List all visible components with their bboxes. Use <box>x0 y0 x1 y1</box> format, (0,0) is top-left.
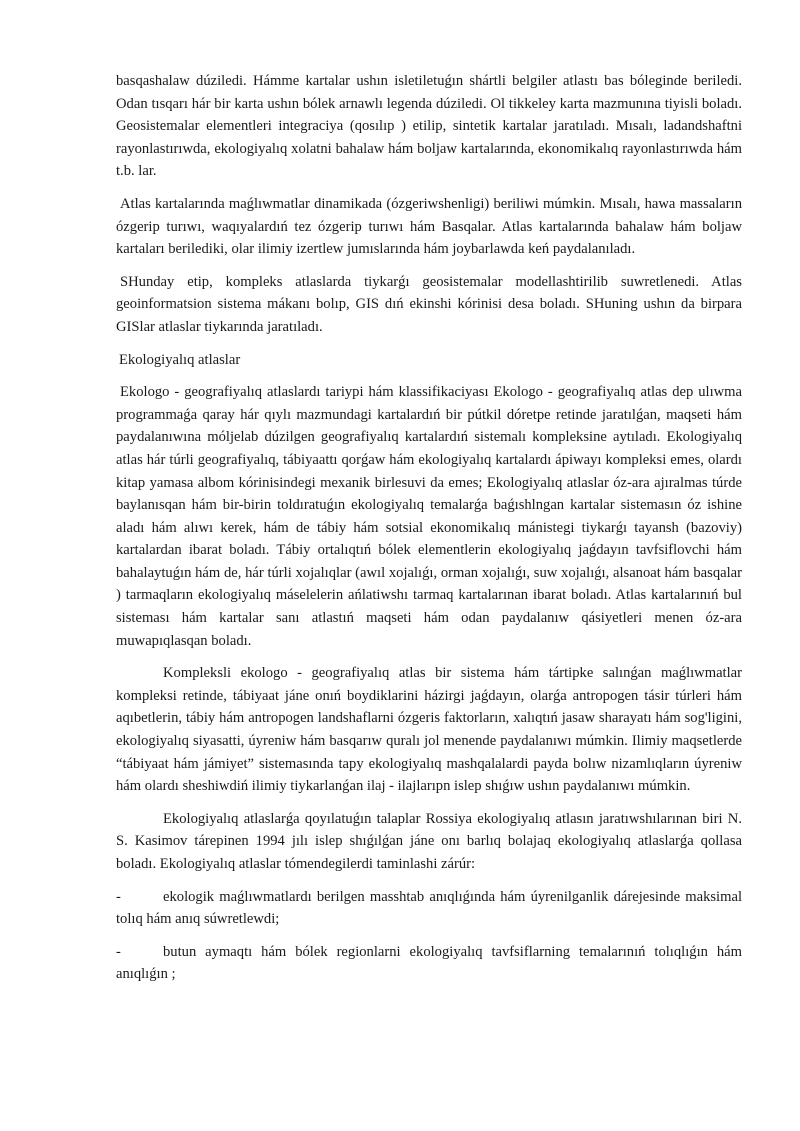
list-item-text: ekologik maǵlıwmatlardı berilgen masshtab anıqlıǵında hám úyrenilganlik dárejesinde maksimal tolıq hám anıq súwretlewdi; <box>116 888 742 928</box>
section-heading: Ekologiyalıq atlaslar <box>119 351 241 368</box>
paragraph-complex-ecology-atlas: Kompleksli ekologo - geografiyalıq atlas bir sistema hám tártipke salınǵan maǵlıwmatlar kompleksi retinde, tábiyaat jáne onıń boydiklarini házirgi jaǵdayın, olarǵa antropogen tásir túrleri hám aqıbetlerin, tábiy hám antropogen landshaflarni ózgeris faktorların, xalıqtıń jasaw sharayatı hám sog'ligini, ekologiyalıq siyasatti, úyreniw hám basqarıw quralı jol menende paydalanıwı múmkin. Ilimiy maqsetlerde “tábiyaat hám jámiyet” sistemasında tapy ekologiyalıq mashqalalardi payda bolıw nizamlıqların úyreniw hám olardı sheshiwdiń ilimiy tiykarlanǵan ilaj - ilajlarıpn islep shıǵıw ushın paydalanıwı múmkin. <box>116 665 742 795</box>
paragraph-complex-atlases: SHunday etip, kompleks atlaslarda tiykarǵı geosistemalar modellashtirilib suwretlenedi. Atlas geoinformatsion sistema mákanı bolıp, GIS dıń ekinshi kórinisi desa boladı. SHuning ushın da birpara GISlar atlaslar tiykarında jaratıladı. <box>116 273 742 335</box>
list-item-text: butun aymaqtı hám bólek regionlarni ekologiyalıq tavfsiflarning temalarınıń tolıqlıǵın hám anıqlıǵın ; <box>116 943 742 983</box>
paragraph-atlas-maps-dynamics: Atlas kartalarında maǵlıwmatlar dinamikada (ózgeriwshenligi) beriliwi múmkin. Mısalı, hawa massaların ózgerip turıwı, waqıyalardıń tez ózgerip turıwı hám Basqalar. Atlas kartalarında bahalaw hám boljaw kartaları berilediki, olar ilimiy izertlew jumıslarında hám joybarlawda keń paydalanıladı. <box>116 195 742 258</box>
paragraph-requirements: Ekologiyalıq atlaslarǵa qoyılatuǵın talaplar Rossiya ekologiyalıq atlasın jaratıwshılarınan biri N. S. Kasimov tárepinen 1994 jılı islep shıǵılǵan jáne onı barlıq bolajaq ekologiyalıq atlaslarǵa qollasa boladı. Ekologiyalıq atlaslar tómendegilerdi taminlashi zárúr: <box>116 810 742 872</box>
list-item <box>116 941 742 986</box>
list-item <box>116 886 742 931</box>
paragraph-ecology-atlas-definition: Ekologo - geografiyalıq atlaslardı tariypi hám klassifikaciyası Ekologo - geografiyalıq atlas dep ulıwma programmaǵa qaray hár qıylı mazmundagi kartalardıń bir pútkil dóretpe retinde jaratılǵan, maqseti hám paydalanıwına móljelab dúzilgen geografiyalıq kartalardıń sistemalı kompleksine aytıladı. Ekologiyalıq atlas hár túrli geografiyalıq, tábiyaattı qorǵaw hám ekologiyalıq kartalardı ápiwayı kompleksi emes, olardı kitap yamasa albom kórinisindegi mexanik birlesuvi da emes; Ekologiyalıq atlaslar óz-ara ajıralmas túrde baylanısqan hám bir-birin toldıratuǵın ekologiyalıq temalarǵa baǵıshlngan kartalar sistemasın óz ishine aladı hám alıwı kerek, hám de tábiy hám sotsial ekonomikalıq mánistegi tiykarǵı tayansh (bazoviy) kartalardan ibarat boladı. Tábiy ortalıqtıń bólek elementlerin ekologiyalıq jaǵdayın tavfsiflovchi hám bahalaytuǵın hám de, hár túrli xojalıqlar (awıl xojalıǵı, orman xojalıǵı, suw xojalıǵı, alsanoat hám basqalar ) tarmaqların ekologiyalıq máselelerin ańlatiwshı tarmaq kartalarınan ibarat boladı. Atlas kartalarınıń bul sisteması hám kartalar sanı atlastıń maqseti hám odan paydalanıw qásiyetleri menen óz-ara muwapıqlasqan boladı. <box>116 384 742 649</box>
list-marker: - <box>116 943 121 960</box>
paragraph-continuation: basqashalaw dúziledi. Hámme kartalar ushın isletiletuǵın shártli belgiler atlastı bas bóleginde beriledi. Odan tısqarı hár bir karta ushın bólek arnawlı legenda dúziledi. Ol tikkeley karta mazmunına tiyisli boladı. Geosistemalar elementleri integraciya (qosılıp ) etilip, sintetik kartalar jaratıladı. Mısalı, ladandshaftni rayonlastırıwda, ekologiyalıq xolatni bahalaw hám boljaw kartalarında, ekonomikalıq rayonlastırıwda hám t.b. lar. <box>116 73 742 180</box>
list-marker: - <box>116 888 121 905</box>
document-page <box>116 70 742 996</box>
